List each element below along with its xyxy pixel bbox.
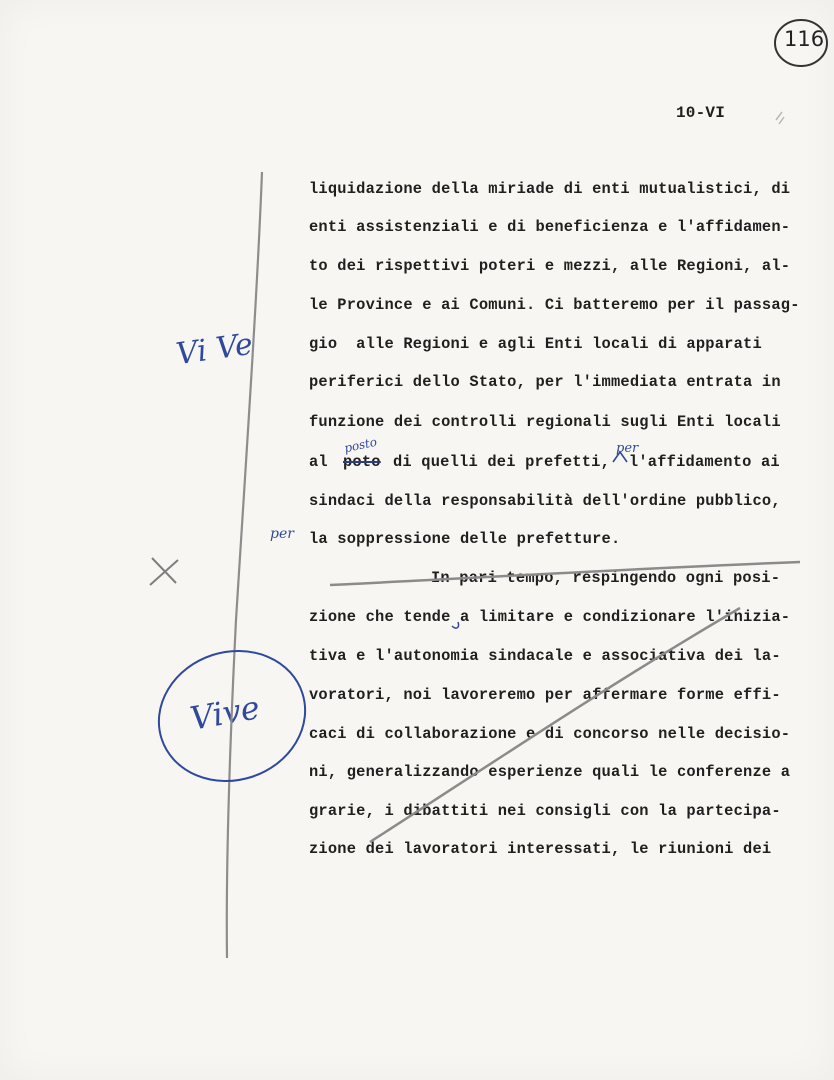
- text-line-5: gio alle Regioni e agli Enti locali di apparati: [309, 335, 762, 353]
- handwritten-note-vive-lower: Vive: [187, 688, 263, 738]
- handwritten-insert-posto: posto: [342, 434, 379, 456]
- folio-stamp-number: 116: [784, 27, 825, 51]
- handwritten-insert-per-1: per: [616, 441, 639, 456]
- struck-word: poto: [343, 453, 381, 471]
- text-line-16: ni, generalizzando esperienze quali le conferenze a: [309, 763, 791, 781]
- pencil-smudge: [776, 112, 784, 124]
- text-line-4: le Province e ai Comuni. Ci batteremo per il passag-: [309, 296, 800, 314]
- text-line-17: grarie, i dibattiti nei consigli con la partecipa-: [309, 802, 781, 820]
- handwritten-insert-per-2: per: [270, 526, 294, 542]
- text-line-10: la soppressione delle prefetture.: [309, 530, 621, 548]
- text-line-3: to dei rispettivi poteri e mezzi, alle Regioni, al-: [309, 257, 791, 275]
- text-line-13: tiva e l'autonomia sindacale e associativa dei la-: [309, 647, 781, 665]
- text-line-1: liquidazione della miriade di enti mutualistici, di: [309, 180, 791, 198]
- text-line-8: di quelli dei prefetti, l'affidamento ai: [393, 453, 780, 471]
- text-line-8-prefix: al: [309, 453, 338, 471]
- page-reference: 10-VI: [676, 104, 726, 122]
- margin-x-mark: [150, 558, 178, 585]
- text-line-2: enti assistenziali e di beneficienza e l'affidamen-: [309, 218, 791, 236]
- text-line-18: zione dei lavoratori interessati, le riunioni dei: [309, 840, 772, 858]
- text-line-12: zione che tende a limitare e condizionare l'inizia-: [309, 608, 791, 626]
- margin-pencil-line: [227, 172, 262, 958]
- text-line-11: In pari tempo, respingendo ogni posi-: [431, 569, 781, 587]
- text-line-14: voratori, noi lavoreremo per affermare forme effi-: [309, 686, 781, 704]
- text-line-6: periferici dello Stato, per l'immediata entrata in: [309, 373, 781, 391]
- handwritten-note-vive-upper: Vi Ve: [173, 326, 255, 373]
- text-line-9: sindaci della responsabilità dell'ordine pubblico,: [309, 492, 781, 510]
- text-line-7: funzione dei controlli regionali sugli Enti locali: [309, 413, 781, 431]
- text-line-15: caci di collaborazione e di concorso nelle decisio-: [309, 725, 791, 743]
